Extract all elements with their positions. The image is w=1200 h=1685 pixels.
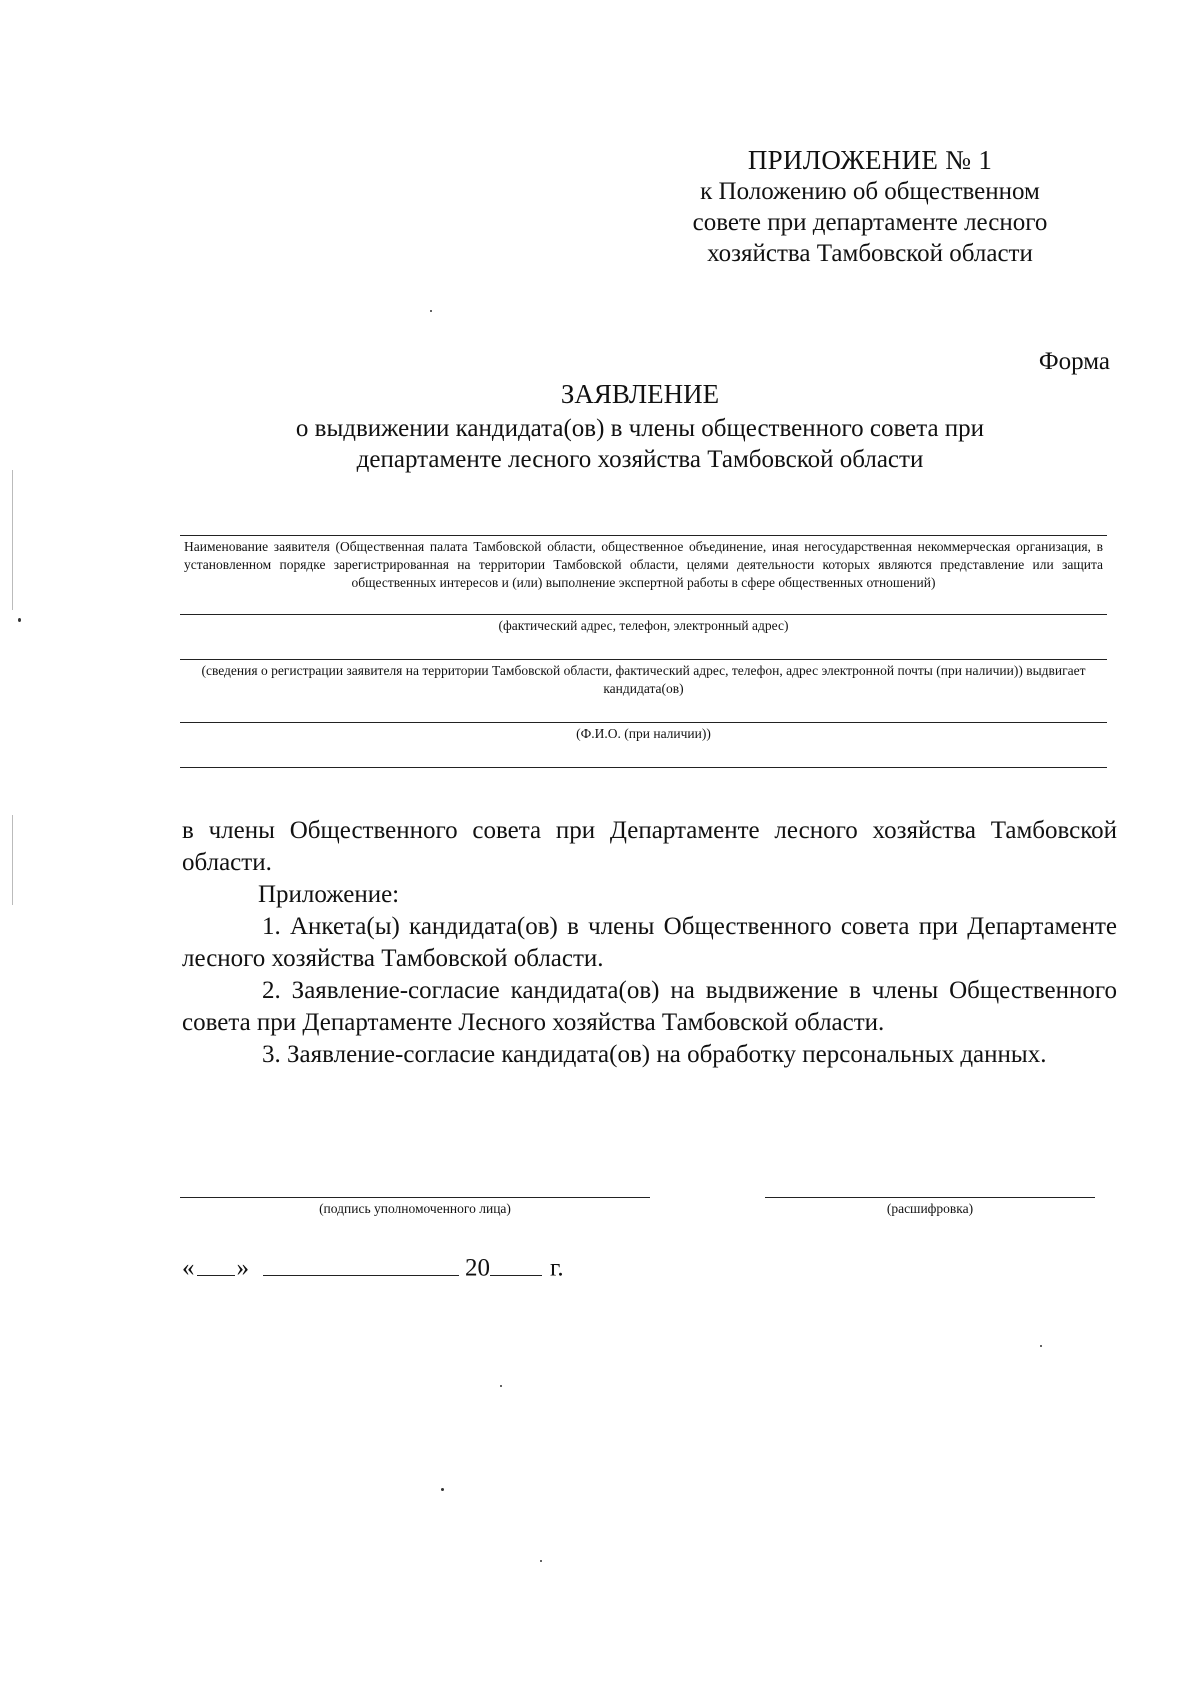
appendix-line: совете при департаменте лесного — [692, 209, 1048, 236]
form-label: Форма — [1038, 348, 1110, 375]
applicant-address-caption: (фактический адрес, телефон, электронный адрес) — [498, 618, 789, 633]
appendix-line: хозяйства Тамбовской области — [707, 240, 1033, 267]
scan-speck — [500, 1385, 502, 1387]
date-month-blank[interactable] — [263, 1252, 459, 1276]
signature-decoding-field[interactable] — [765, 1197, 1095, 1217]
signature-field[interactable] — [180, 1197, 650, 1217]
appendix-title: ПРИЛОЖЕНИЕ № 1 — [747, 145, 993, 175]
attachment-item: 2. Заявление-согласие кандидата(ов) на выдвижение в члены Общественного совета при Департаменте Лесного хозяйства Тамбовской области. — [182, 977, 1117, 1036]
subtitle-line: о выдвижении кандидата(ов) в члены общественного совета при — [295, 415, 985, 442]
intro-paragraph: в члены Общественного совета при Департаменте лесного хозяйства Тамбовской области. — [182, 817, 1117, 876]
candidate-name-caption: (Ф.И.О. (при наличии)) — [576, 726, 711, 741]
date-row — [182, 1252, 564, 1284]
attachment-item: 3. Заявление-согласие кандидата(ов) на обработку персональных данных. — [262, 1041, 1047, 1068]
date-close-quote: » — [236, 1254, 249, 1282]
scan-speck — [540, 1560, 542, 1562]
signature-decoding-caption: (расшифровка) — [886, 1201, 974, 1216]
date-day-blank[interactable] — [197, 1252, 235, 1276]
signature-row — [180, 1197, 1107, 1237]
date-year-prefix: 20 — [465, 1254, 490, 1282]
scan-speck — [441, 1488, 444, 1491]
date-year-blank[interactable] — [490, 1252, 542, 1276]
body-text — [182, 815, 1117, 1071]
date-year-suffix: г. — [550, 1254, 564, 1282]
applicant-name-caption: Наименование заявителя (Общественная палата Тамбовской области, общественное объединение, иная негосударственная некоммерческая организация, в установленном порядке зарегистрированная на территории Тамбовской области, целями деятельности которых являются представление или защита общественных интересов и (или) выполнение экспертной работы в сфере общественных отношений) — [184, 539, 1103, 590]
applicant-fields — [180, 535, 1107, 768]
document-subtitle — [180, 413, 1100, 475]
appendix-block — [660, 145, 1080, 269]
scan-speck — [18, 618, 21, 622]
registration-info-caption: (сведения о регистрации заявителя на территории Тамбовской области, фактический адрес, телефон, адрес электронной почты (при наличии)) выдвигает кандидата(ов) — [201, 663, 1086, 696]
subtitle-line: департаменте лесного хозяйства Тамбовской области — [356, 446, 924, 473]
attachment-item: 1. Анкета(ы) кандидата(ов) в члены Общественного совета при Департаменте лесного хозяйства Тамбовской области. — [182, 913, 1117, 972]
scan-speck — [1040, 1345, 1042, 1347]
appendix-line: к Положению об общественном — [700, 178, 1040, 205]
scan-margin-mark — [12, 815, 13, 905]
date-open-quote: « — [182, 1254, 195, 1282]
signature-caption: (подпись уполномоченного лица) — [319, 1201, 511, 1216]
scan-speck — [430, 310, 432, 312]
candidate-name-line-2[interactable] — [180, 767, 1107, 768]
scan-margin-mark — [12, 470, 13, 610]
document-title: ЗАЯВЛЕНИЕ — [560, 379, 720, 409]
attachments-heading: Приложение: — [258, 881, 400, 908]
